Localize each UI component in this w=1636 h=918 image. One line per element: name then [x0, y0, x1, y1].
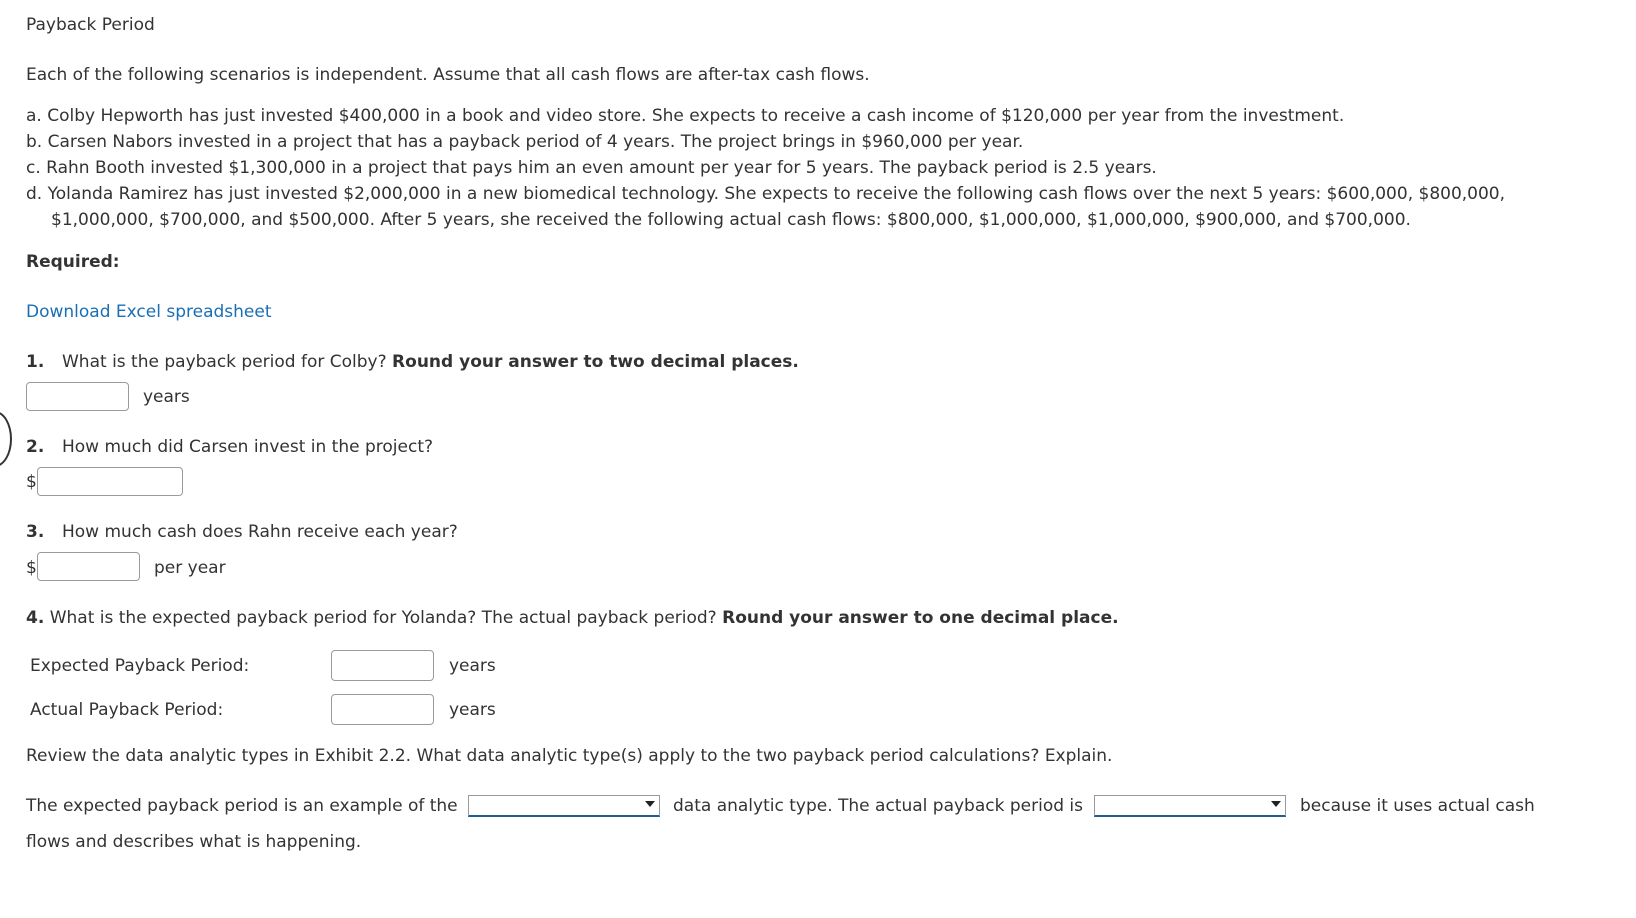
intro-text: Each of the following scenarios is independent. Assume that all cash flows are after-tax cash flows.: [26, 65, 870, 85]
sentence-part-1: The expected payback period is an example of the: [26, 796, 458, 816]
scenario-a: a. Colby Hepworth has just invested $400,000 in a book and video store. She expects to receive a cash income of $120,000 per year from the investment.: [26, 106, 1345, 126]
side-bracket-decoration: [0, 411, 12, 467]
question-1-text: What is the payback period for Colby?: [62, 352, 393, 372]
expected-payback-input[interactable]: [331, 650, 434, 681]
dollar-sign: $: [26, 472, 37, 492]
scenario-b: b. Carsen Nabors invested in a project that has a payback period of 4 years. The project brings in $960,000 per year.: [26, 132, 1024, 152]
review-question: Review the data analytic types in Exhibit 2.2. What data analytic type(s) apply to the two payback period calculations? Explain.: [26, 746, 1113, 766]
question-3-unit: per year: [154, 558, 226, 578]
question-2-number: 2.: [26, 437, 45, 457]
question-4-text: What is the expected payback period for Yolanda? The actual payback period?: [49, 608, 723, 628]
question-3: [26, 522, 458, 542]
scenario-d-line1: d. Yolanda Ramirez has just invested $2,000,000 in a new biomedical technology. She expects to receive the following cash flows over the next 5 years: $600,000, $800,000,: [26, 184, 1506, 204]
actual-analytic-type-dropdown[interactable]: [1094, 795, 1286, 817]
question-1-number: 1.: [26, 352, 45, 372]
question-2-text: How much did Carsen invest in the project?: [62, 437, 434, 457]
actual-payback-input[interactable]: [331, 694, 434, 725]
sentence-part-3: because it uses actual cash: [1300, 796, 1535, 816]
dollar-sign: $: [26, 558, 37, 578]
question-1-instruction: Round your answer to two decimal places.: [392, 352, 799, 372]
expected-payback-unit: years: [449, 656, 496, 676]
colby-payback-input[interactable]: [26, 382, 129, 411]
scenario-c: c. Rahn Booth invested $1,300,000 in a project that pays him an even amount per year for 5 years. The payback period is 2.5 years.: [26, 158, 1157, 178]
scenario-d-line2: $1,000,000, $700,000, and $500,000. After 5 years, she received the following actual cash flows: $800,000, $1,000,000, $1,000,000, $900,000, and $700,000.: [51, 210, 1411, 230]
chevron-down-icon: [645, 801, 655, 807]
question-4: [26, 608, 1119, 628]
page-title: Payback Period: [26, 15, 155, 35]
actual-payback-label: Actual Payback Period:: [30, 700, 224, 720]
question-2: [26, 437, 433, 457]
chevron-down-icon: [1271, 801, 1281, 807]
rahn-annual-cash-input[interactable]: [37, 552, 140, 581]
question-4-instruction: Round your answer to one decimal place.: [722, 608, 1119, 628]
sentence-part-2: data analytic type. The actual payback period is: [673, 796, 1083, 816]
question-3-text: How much cash does Rahn receive each year?: [62, 522, 458, 542]
question-3-number: 3.: [26, 522, 45, 542]
question-1-unit: years: [143, 387, 190, 407]
question-1: [26, 352, 799, 372]
carsen-investment-input[interactable]: [37, 467, 183, 496]
scenario-list: [26, 103, 1505, 233]
scenario-d: [26, 181, 1505, 233]
expected-payback-label: Expected Payback Period:: [30, 656, 250, 676]
required-heading: Required:: [26, 252, 120, 272]
expected-analytic-type-dropdown[interactable]: [468, 795, 660, 817]
question-4-number: 4.: [26, 608, 45, 628]
download-excel-link[interactable]: Download Excel spreadsheet: [26, 302, 272, 322]
sentence-part-4: flows and describes what is happening.: [26, 832, 362, 852]
actual-payback-unit: years: [449, 700, 496, 720]
